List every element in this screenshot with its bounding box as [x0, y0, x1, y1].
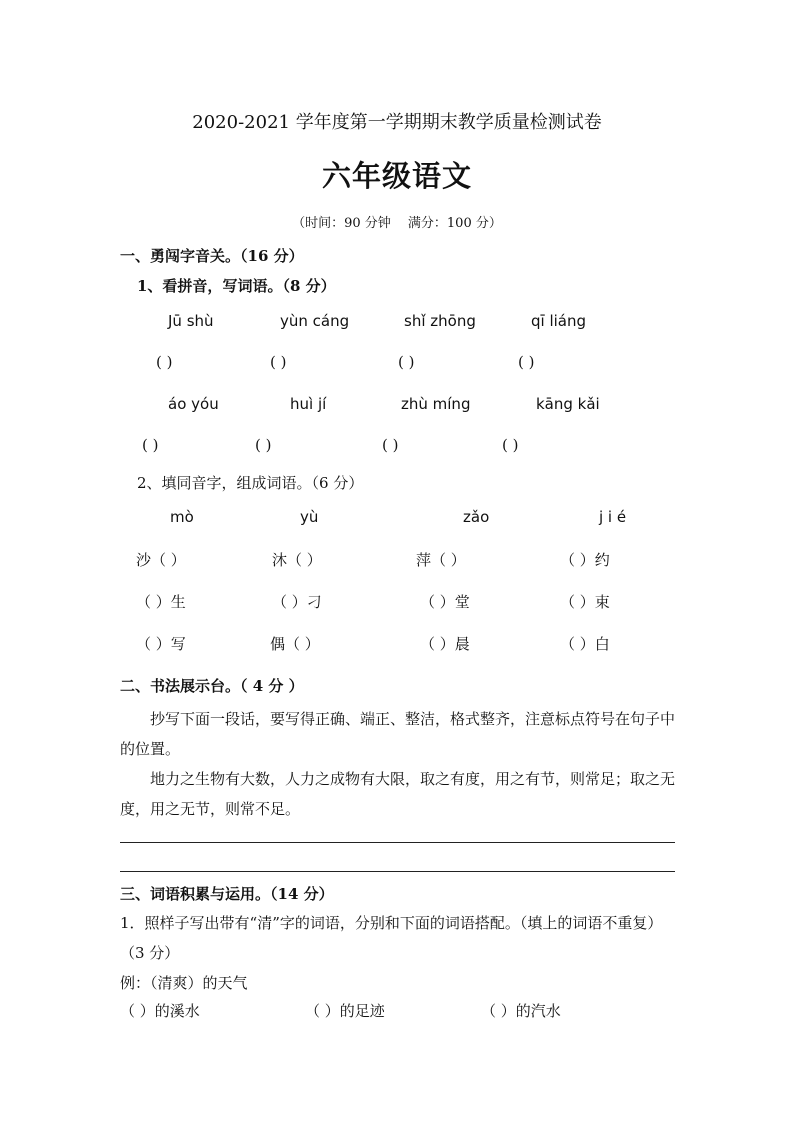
pinyin-item: áo yóu	[168, 395, 219, 413]
homophone-fill[interactable]: 偶（ ）	[270, 635, 320, 653]
pinyin-item: zhù míng	[401, 395, 471, 413]
section1-heading: 一、勇闯字音关。（16 分）	[120, 247, 304, 265]
example-text: 例：（清爽）的天气	[120, 974, 248, 992]
pinyin-item: Jū shù	[168, 312, 214, 330]
collocation-fill[interactable]: （ ）的溪水	[120, 1002, 200, 1020]
q1-heading: 1、看拼音，写词语。（8 分）	[137, 277, 336, 295]
homophone-fill[interactable]: （ ）约	[560, 551, 610, 569]
writing-line[interactable]	[120, 842, 675, 843]
answer-blank[interactable]: ( )	[255, 436, 272, 454]
pinyin-item: kāng kǎi	[536, 395, 600, 413]
exam-title: 2020-2021 学年度第一学期期末教学质量检测试卷	[192, 112, 602, 133]
writing-line[interactable]	[120, 871, 675, 872]
answer-blank[interactable]: ( )	[270, 353, 287, 371]
pinyin-item: j i é	[599, 508, 627, 526]
homophone-fill[interactable]: 沙（ ）	[136, 551, 186, 569]
subject-title: 六年级语文	[321, 159, 472, 193]
pinyin-item: yù	[300, 508, 319, 526]
answer-blank[interactable]: ( )	[142, 436, 159, 454]
section2-heading: 二、书法展示台。（ 4 分 ）	[120, 677, 304, 695]
section3-heading: 三、词语积累与运用。（14 分）	[120, 885, 334, 903]
homophone-fill[interactable]: （ ）堂	[420, 593, 470, 611]
collocation-fill[interactable]: （ ）的汽水	[481, 1002, 561, 1020]
q2-heading: 2、填同音字，组成词语。（6 分）	[137, 474, 364, 492]
answer-blank[interactable]: ( )	[382, 436, 399, 454]
homophone-fill[interactable]: （ ）写	[136, 635, 186, 653]
answer-blank[interactable]: ( )	[156, 353, 173, 371]
answer-blank[interactable]: ( )	[398, 353, 415, 371]
copy-instruction: 抄写下面一段话，要写得正确、端正、整洁，格式整齐，注意标点符号在句子中的位置。	[120, 710, 676, 758]
homophone-fill[interactable]: （ ）生	[136, 593, 186, 611]
pinyin-item: yùn cáng	[280, 312, 350, 330]
pinyin-item: huì jí	[290, 395, 327, 413]
homophone-fill[interactable]: （ ）束	[560, 593, 610, 611]
homophone-fill[interactable]: 沐（ ）	[272, 551, 322, 569]
pinyin-item: mò	[170, 508, 194, 526]
exam-info: （时间：90 分钟 满分：100 分）	[292, 216, 502, 231]
collocation-fill[interactable]: （ ）的足迹	[305, 1002, 385, 1020]
q1-text: 1．照样子写出带有“清”字的词语，分别和下面的词语搭配。（填上的词语不重复）（3 分）	[120, 914, 663, 962]
homophone-fill[interactable]: （ ）白	[560, 635, 610, 653]
pinyin-item: shǐ zhōng	[404, 312, 476, 330]
homophone-fill[interactable]: （ ）刁	[272, 593, 322, 611]
homophone-fill[interactable]: （ ）晨	[420, 635, 470, 653]
copy-passage: 地力之生物有大数，人力之成物有大限，取之有度，用之有节，则常足；取之无度，用之无节，则常不足。	[120, 770, 676, 818]
answer-blank[interactable]: ( )	[518, 353, 535, 371]
homophone-fill[interactable]: 萍（ ）	[416, 551, 466, 569]
answer-blank[interactable]: ( )	[502, 436, 519, 454]
pinyin-item: zǎo	[463, 508, 490, 526]
pinyin-item: qī liáng	[531, 312, 587, 330]
